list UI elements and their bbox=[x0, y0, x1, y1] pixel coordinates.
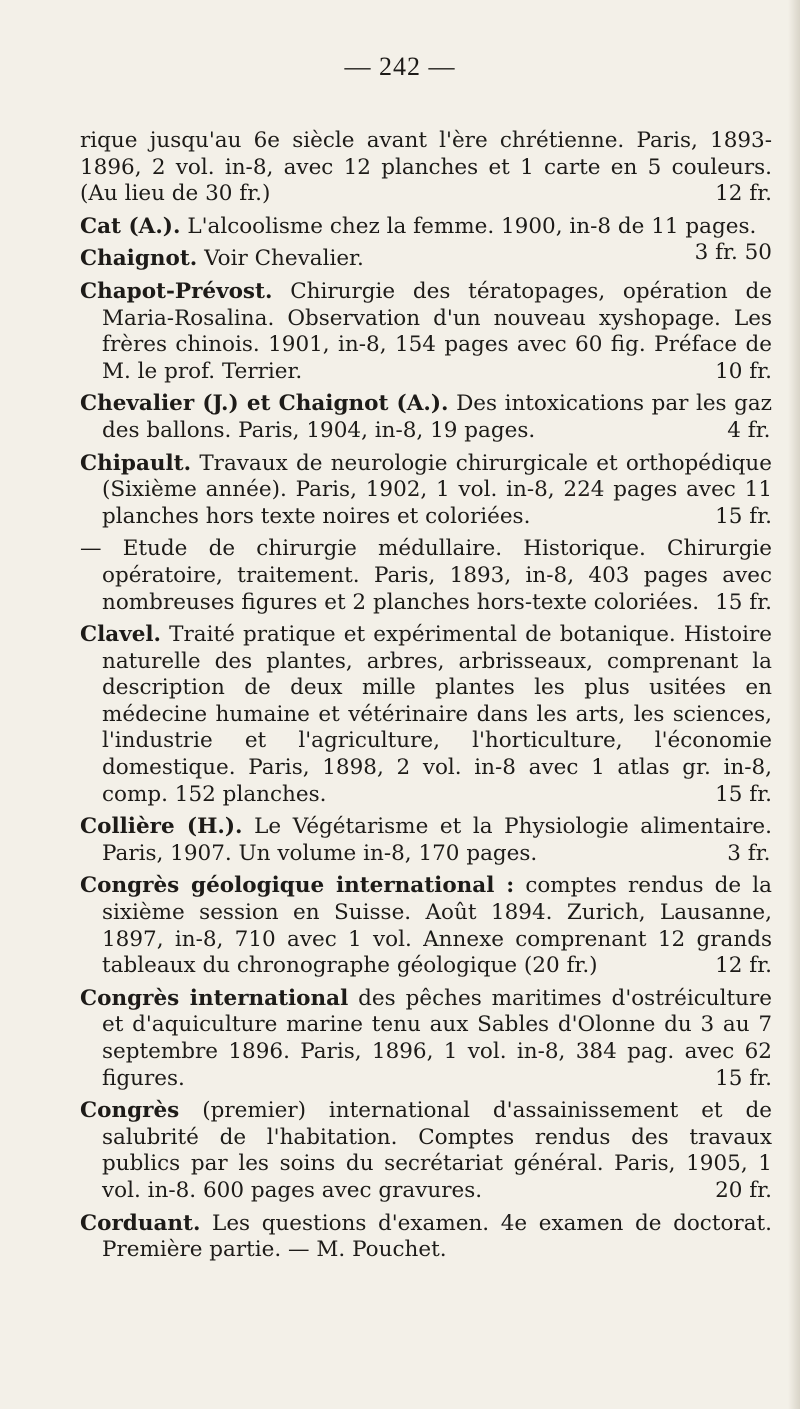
entry-price: 15 fr. bbox=[715, 1065, 772, 1091]
entry-price: 15 fr. bbox=[715, 589, 772, 615]
entry-author: Chaignot. bbox=[80, 246, 198, 272]
entry-author: Congrès bbox=[80, 1098, 180, 1124]
catalogue-entry bbox=[80, 246, 772, 273]
entry-text: Des intoxications par les gaz des ballons. Paris, 1904, in-8, 19 pages. bbox=[102, 391, 772, 443]
catalogue-entry bbox=[80, 536, 772, 616]
entry-text: Traité pratique et expérimental de botanique. Histoire naturelle des plantes, arbres, arbrisseaux, comprenant la description de deux mille plantes les plus usitées en médecine humaine et vétérinaire dans les arts, les sciences, l'industrie et l'agriculture, l'horticulture, l'économie domestique. Paris, 1898, 2 vol. in-8 avec 1 atlas gr. in-8, comp. 152 planches. bbox=[102, 622, 772, 807]
catalogue-entry bbox=[80, 1211, 772, 1264]
entry-text: (premier) international d'assainissement et de salubrité de l'habitation. Comptes rendus des travaux publics par les soins du secrétariat général. Paris, 1905, 1 vol. in-8. 600 pages avec gravures. bbox=[102, 1098, 772, 1203]
entry-price: 10 fr. bbox=[715, 358, 772, 384]
entry-text: des pêches maritimes d'ostréiculture et d'aquiculture marine tenu aux Sables d'Olonne du 3 au 7 septembre 1896. Paris, 1896, 1 vol. in-8, 384 pag. avec 62 figures. bbox=[102, 985, 772, 1091]
entry-text: L'alcoolisme chez la femme. 1900, in-8 de 11 pages. bbox=[187, 213, 757, 239]
entry-price: 15 fr. bbox=[715, 503, 772, 529]
entry-text: Chirurgie des tératopages, opération de Maria-Rosalina. Observation d'un nouveau xyshopage. Les frères chinois. 1901, in-8, 154 pages avec 60 fig. Préface de M. le prof. Terrier. bbox=[102, 278, 772, 384]
entry-price: 12 fr. bbox=[715, 953, 772, 979]
entry-author: Congrès international bbox=[80, 985, 349, 1011]
entry-author: Congrès géologique international : bbox=[80, 873, 515, 899]
catalogue-entry bbox=[80, 986, 772, 1092]
entry-author: Collière (H.). bbox=[80, 814, 243, 840]
entry-text: comptes rendus de la sixième session en Suisse. Août 1894. Zurich, Lausanne, 1897, in-8, 710 avec 1 vol. Annexe comprenant 12 grands tableaux du chronographe géologique (20 fr.) bbox=[102, 873, 772, 979]
catalogue-text bbox=[80, 128, 772, 1270]
catalogue-entry bbox=[80, 279, 772, 385]
page-edge-shadow bbox=[788, 0, 800, 1409]
entry-dash: — bbox=[80, 536, 102, 562]
catalogue-entry bbox=[80, 814, 772, 867]
entry-author: Corduant. bbox=[80, 1210, 201, 1236]
entry-author: Clavel. bbox=[80, 622, 162, 648]
entry-author: Chapot-Prévost. bbox=[80, 278, 273, 304]
catalogue-entry bbox=[80, 622, 772, 808]
entry-text: Les questions d'examen. 4e examen de doctorat. Première partie. — M. Pouchet. bbox=[102, 1210, 772, 1263]
entry-author: Chevalier (J.) et Chaignot (A.). bbox=[80, 391, 449, 417]
catalogue-entry bbox=[80, 128, 772, 208]
entry-author: Cat (A.). bbox=[80, 213, 181, 239]
entry-price: 12 fr. bbox=[715, 181, 772, 207]
entry-price: 3 fr. bbox=[727, 840, 771, 866]
entry-text: Le Végétarisme et la Physiologie alimentaire. Paris, 1907. Un volume in-8, 170 pages. bbox=[102, 814, 772, 866]
entry-price: 15 fr. bbox=[715, 781, 772, 807]
catalogue-entry bbox=[80, 1098, 772, 1204]
entry-text: rique jusqu'au 6e siècle avant l'ère chrétienne. Paris, 1893-1896, 2 vol. in-8, avec 12 planches et 1 carte en 5 couleurs. (Au lieu de 30 fr.) bbox=[80, 128, 772, 207]
entry-price: 20 fr. bbox=[715, 1177, 772, 1203]
entry-text: Etude de chirurgie médullaire. Historique. Chirurgie opératoire, traitement. Paris, 1893, in-8, 403 pages avec nombreuses figures et 2 planches hors-texte coloriées. bbox=[102, 536, 772, 615]
page-number: — 242 — bbox=[344, 52, 456, 81]
catalogue-entry bbox=[80, 873, 772, 979]
entry-price: 4 fr. bbox=[727, 417, 771, 443]
entry-price: 3 fr. 50 bbox=[694, 240, 772, 266]
entry-author: Chipault. bbox=[80, 450, 192, 476]
catalogue-entry bbox=[80, 391, 772, 444]
catalogue-entry bbox=[80, 451, 772, 531]
entry-text: Travaux de neurologie chirurgicale et orthopédique (Sixième année). Paris, 1902, 1 vol. in-8, 224 pages avec 11 planches hors texte noires et coloriées. bbox=[102, 450, 772, 529]
entry-text: Voir Chevalier. bbox=[204, 246, 364, 272]
